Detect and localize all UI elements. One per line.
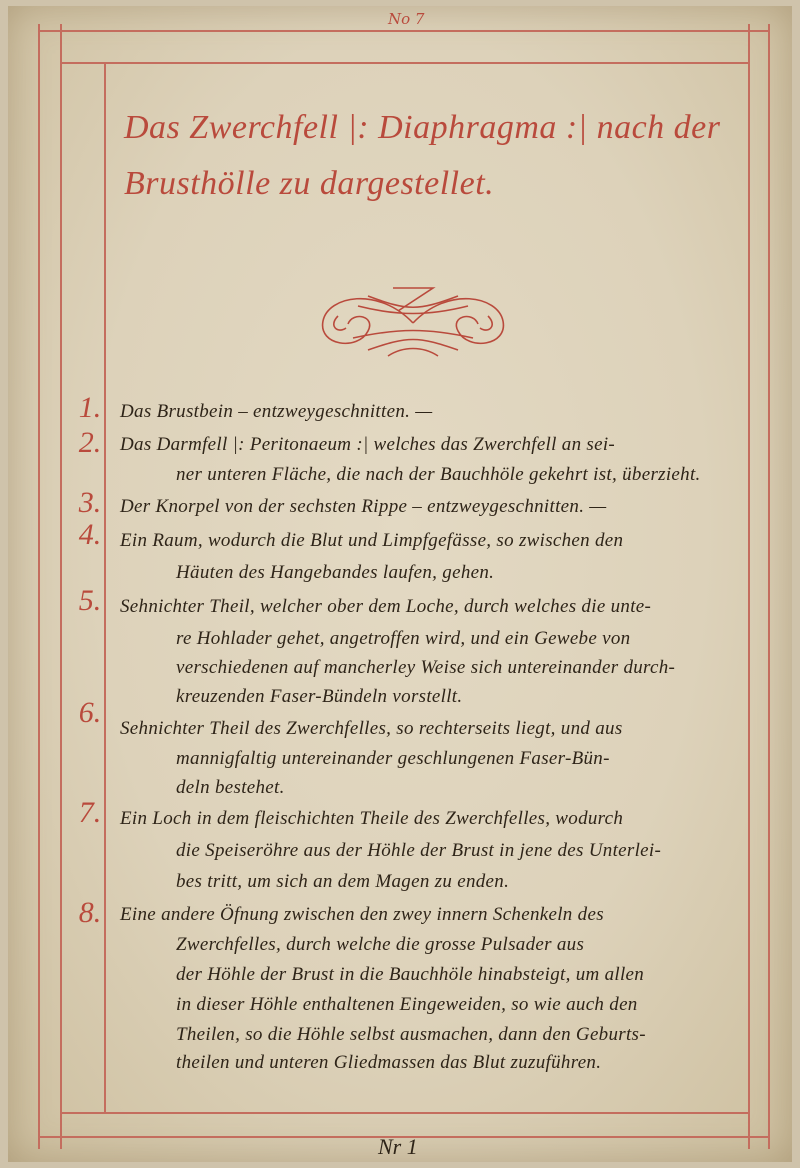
frame-line-left-inner — [60, 24, 62, 1149]
entry-number-4: 4. — [78, 518, 102, 551]
entry-6-line-2: mannigfaltig untereinander geschlungenen Faser-Bün- — [176, 748, 610, 769]
entry-4-line-1: Ein Raum, wodurch die Blut und Limpfgefässe, so zwischen den — [120, 530, 624, 551]
entry-7-line-2: die Speiseröhre aus der Höhle der Brust in jene des Unterlei- — [176, 840, 662, 861]
frame-line-top-outer — [38, 30, 769, 32]
frame-line-bottom-inner — [60, 1112, 749, 1114]
footer-signature: Nr 1 — [378, 1134, 418, 1159]
entry-number-7: 7. — [78, 796, 102, 829]
entry-5-line-4: kreuzenden Faser-Bündeln vorstellt. — [176, 686, 463, 707]
entry-7-line-1: Ein Loch in dem fleischichten Theile des Zwerchfelles, wodurch — [120, 808, 624, 829]
entry-8-line-4: in dieser Höhle enthaltenen Eingeweiden, so wie auch den — [176, 994, 638, 1015]
entry-5-line-3: verschiedenen auf mancherley Weise sich untereinander durch- — [176, 657, 676, 678]
entry-8-line-5: Theilen, so die Höhle selbst ausmachen, dann den Geburts- — [176, 1024, 646, 1045]
page-number: No 7 — [388, 10, 425, 28]
manuscript-page — [8, 6, 792, 1162]
title-line-1: Das Zwerchfell |: Diaphragma :| nach der — [124, 109, 721, 146]
entry-8-line-2: Zwerchfelles, durch welche die grosse Pulsader aus — [176, 934, 585, 955]
title-line-2: Brusthölle zu dargestellet. — [124, 165, 495, 202]
entry-5-line-1: Sehnichter Theil, welcher ober dem Loche, durch welches die unte- — [120, 596, 652, 617]
entry-number-1: 1. — [78, 391, 102, 424]
entry-5-line-2: re Hohlader gehet, angetroffen wird, und ein Gewebe von — [176, 628, 631, 649]
entry-4-line-2: Häuten des Hangebandes laufen, gehen. — [176, 562, 495, 583]
frame-line-left-outer — [38, 24, 40, 1149]
entry-6-line-1: Sehnichter Theil des Zwerchfelles, so rechterseits liegt, und aus — [120, 718, 623, 739]
frame-line-right-inner — [748, 24, 750, 1149]
entry-2-line-1: Das Darmfell |: Peritonaeum :| welches das Zwerchfell an sei- — [120, 434, 616, 455]
entry-6-line-3: deln bestehet. — [176, 777, 285, 798]
entry-8-line-1: Eine andere Öfnung zwischen den zwey innern Schenkeln des — [120, 904, 604, 925]
entry-number-6: 6. — [78, 696, 102, 729]
entry-8-line-6: theilen und unteren Gliedmassen das Blut zuzuführen. — [176, 1052, 602, 1073]
entry-7-line-3: bes tritt, um sich an dem Magen zu enden. — [176, 871, 510, 892]
entry-number-5: 5. — [78, 584, 102, 617]
page-title — [124, 100, 744, 212]
entry-3-line-1: Der Knorpel von der sechsten Rippe – entzweygeschnitten. — — [120, 496, 607, 517]
entry-number-3: 3. — [78, 486, 102, 519]
frame-line-right-outer — [768, 24, 770, 1149]
entry-number-8: 8. — [78, 896, 102, 929]
entry-2-line-2: ner unteren Fläche, die nach der Bauchhöle gekehrt ist, überzieht. — [176, 464, 701, 485]
entry-8-line-3: der Höhle der Brust in die Bauchhöle hinabsteigt, um allen — [176, 964, 645, 985]
calligraphic-flourish — [298, 276, 528, 371]
entry-1-line-1: Das Brustbein – entzweygeschnitten. — — [120, 401, 433, 422]
frame-line-top-inner — [60, 62, 749, 64]
entry-number-2: 2. — [78, 426, 102, 459]
